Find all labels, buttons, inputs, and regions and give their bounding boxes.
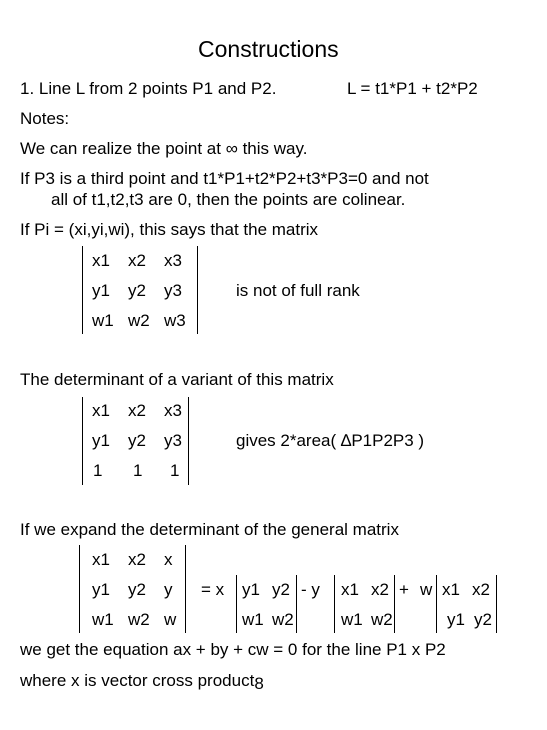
cross-product-line: [20, 671, 264, 691]
matrix-1-cell: w3: [164, 311, 186, 330]
page-number: 8: [254, 674, 264, 693]
matrix-1-cell: w1: [92, 311, 114, 330]
matrix-2-cell: 1: [93, 461, 103, 480]
minor-1-cell: y2: [272, 580, 290, 599]
minor-2-cell: w1: [341, 610, 363, 629]
matrix-1-right-bar: [197, 246, 198, 334]
expand-intro: If we expand the determinant of the general matrix: [20, 520, 399, 539]
equation-line: we get the equation ax + by + cw = 0 for the line P1 x P2: [20, 640, 446, 659]
matrix-2-cell: 1: [133, 461, 143, 480]
minor-1-left-bar: [236, 575, 237, 633]
notes-label: Notes:: [20, 109, 70, 128]
minor-2-cell: x2: [371, 580, 389, 599]
matrix-3-cell: w: [164, 610, 177, 629]
matrix-1-cell: x3: [164, 251, 182, 270]
infinity-line: [20, 139, 307, 159]
matrix-2-cell: y2: [128, 431, 146, 450]
matrix-3-cell: y2: [128, 580, 146, 599]
matrix-1-cell: y3: [164, 281, 182, 300]
expansion-eq-x: = x: [201, 580, 225, 599]
minor-3-right-bar: [496, 575, 497, 633]
matrix-2-right-bar: [188, 397, 189, 485]
matrix-1-cell: w2: [128, 311, 150, 330]
matrix-2-cell: x3: [164, 401, 182, 420]
matrix-3-left-bar: [79, 545, 80, 633]
minor-1-cell: y1: [242, 580, 260, 599]
pi-line: If Pi = (xi,yi,wi), this says that the matrix: [20, 220, 319, 239]
matrix-2-cell: 1: [170, 461, 180, 480]
matrix-2-cell: x1: [92, 401, 110, 420]
matrix-3-cell: y1: [92, 580, 110, 599]
minor-2-cell: w2: [371, 610, 393, 629]
collinear-line-1: If P3 is a third point and t1*P1+t2*P2+t3*P3=0 and not: [20, 169, 429, 188]
matrix-2-cell: x2: [128, 401, 146, 420]
cross-product-text: where x is vector cross product: [20, 671, 255, 690]
matrix-1-cell: x1: [92, 251, 110, 270]
matrix-2-caption-before: gives 2*area(: [236, 431, 337, 450]
matrix-3-cell: x1: [92, 550, 110, 569]
matrix-3-right-bar: [185, 545, 186, 633]
minor-2-right-bar: [394, 575, 395, 633]
minor-3-cell: y2: [474, 610, 492, 629]
matrix-3-cell: x: [164, 550, 173, 569]
expansion-w: w: [420, 580, 433, 599]
matrix-1-left-bar: [82, 246, 83, 334]
matrix-3-cell: w2: [128, 610, 150, 629]
minor-1-cell: w1: [242, 610, 264, 629]
minor-2-cell: x1: [341, 580, 359, 599]
matrix-2-left-bar: [82, 397, 83, 485]
infinity-symbol: ∞: [225, 139, 238, 158]
minor-3-cell: x1: [442, 580, 460, 599]
matrix-2-caption: [236, 431, 424, 451]
collinear-line-2: all of t1,t2,t3 are 0, then the points are colinear.: [51, 190, 406, 209]
matrix-1-cell: x2: [128, 251, 146, 270]
matrix-2-cell: y1: [92, 431, 110, 450]
minor-3-cell: x2: [472, 580, 490, 599]
minor-3-left-bar: [436, 575, 437, 633]
page-title: Constructions: [198, 36, 339, 62]
matrix-3-cell: w1: [92, 610, 114, 629]
infinity-line-after: this way.: [242, 139, 308, 158]
item-1-formula: L = t1*P1 + t2*P2: [347, 79, 478, 98]
minor-3-cell: y1: [447, 610, 465, 629]
matrix-2-cell: y3: [164, 431, 182, 450]
matrix-1-cell: y2: [128, 281, 146, 300]
determinant-intro: The determinant of a variant of this matrix: [20, 370, 334, 389]
expansion-plus: +: [399, 580, 409, 599]
expansion-minus-y: - y: [301, 580, 320, 599]
matrix-2-caption-after: P1P2P3 ): [351, 431, 425, 450]
matrix-1-cell: y1: [92, 281, 110, 300]
minor-2-left-bar: [334, 575, 335, 633]
item-1-text: 1. Line L from 2 points P1 and P2.: [20, 79, 277, 98]
matrix-3-cell: x2: [128, 550, 146, 569]
matrix-3-cell: y: [164, 580, 173, 599]
infinity-line-before: We can realize the point at: [20, 139, 221, 158]
matrix-1-caption: is not of full rank: [236, 281, 360, 300]
minor-1-cell: w2: [272, 610, 294, 629]
triangle-symbol: ∆: [340, 431, 352, 450]
minor-1-right-bar: [296, 575, 297, 633]
